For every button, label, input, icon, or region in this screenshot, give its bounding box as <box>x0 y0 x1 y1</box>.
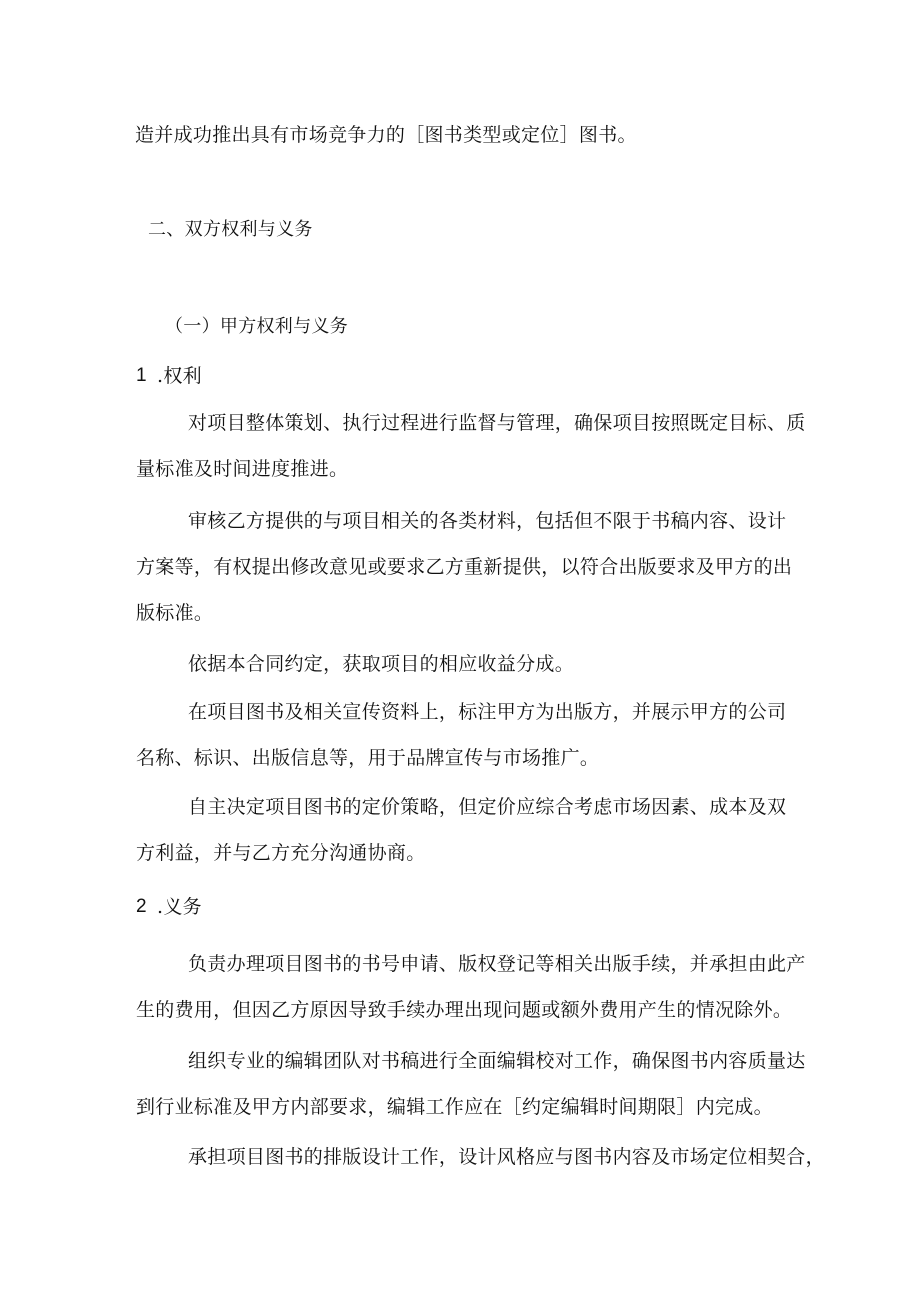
item-heading: .权利 <box>157 365 202 387</box>
paragraph-line: 到行业标准及甲方内部要求，编辑工作应在［约定编辑时间期限］内完成。 <box>136 1096 773 1118</box>
item-number: 1 <box>136 365 147 386</box>
paragraph-line: 在项目图书及相关宣传资料上，标注甲方为出版方，并展示甲方的公司 <box>188 701 787 723</box>
paragraph-line: 自主决定项目图书的定价策略，但定价应综合考虑市场因素、成本及双 <box>188 796 787 818</box>
paragraph-line: 名称、标识、出版信息等，用于品牌宣传与市场推广。 <box>136 747 600 769</box>
paragraph-line: 对项目整体策划、执行过程进行监督与管理，确保项目按照既定目标、质 <box>188 412 806 434</box>
paragraph-line: 依据本合同约定，获取项目的相应收益分成。 <box>188 653 575 675</box>
paragraph-line: 版标准。 <box>136 602 214 624</box>
section-heading: 二、双方权利与义务 <box>148 219 313 240</box>
paragraph-line: 方案等，有权提出修改意见或要求乙方重新提供，以符合出版要求及甲方的出 <box>136 556 793 578</box>
paragraph-line: 承担项目图书的排版设计工作，设计风格应与图书内容及市场定位相契合， <box>188 1146 825 1168</box>
item-number: 2 <box>136 896 147 917</box>
paragraph-line: 审核乙方提供的与项目相关的各类材料，包括但不限于书稿内容、设计 <box>188 510 787 532</box>
paragraph-line: 组织专业的编辑团队对书稿进行全面编辑校对工作，确保图书内容质量达 <box>188 1050 806 1072</box>
paragraph-line: 负责办理项目图书的书号申请、版权登记等相关出版手续，并承担由此产 <box>188 953 806 975</box>
subsection-heading: （一）甲方权利与义务 <box>165 316 348 337</box>
paragraph-line: 方利益，并与乙方充分沟通协商。 <box>136 842 426 864</box>
paragraph-line: 量标准及时间进度推进。 <box>136 458 349 480</box>
item-heading: .义务 <box>157 896 202 918</box>
paragraph-line: 造并成功推出具有市场竞争力的［图书类型或定位］图书。 <box>135 124 637 146</box>
paragraph-line: 生的费用，但因乙方原因导致手续办理出现问题或额外费用产生的情况除外。 <box>136 999 793 1021</box>
